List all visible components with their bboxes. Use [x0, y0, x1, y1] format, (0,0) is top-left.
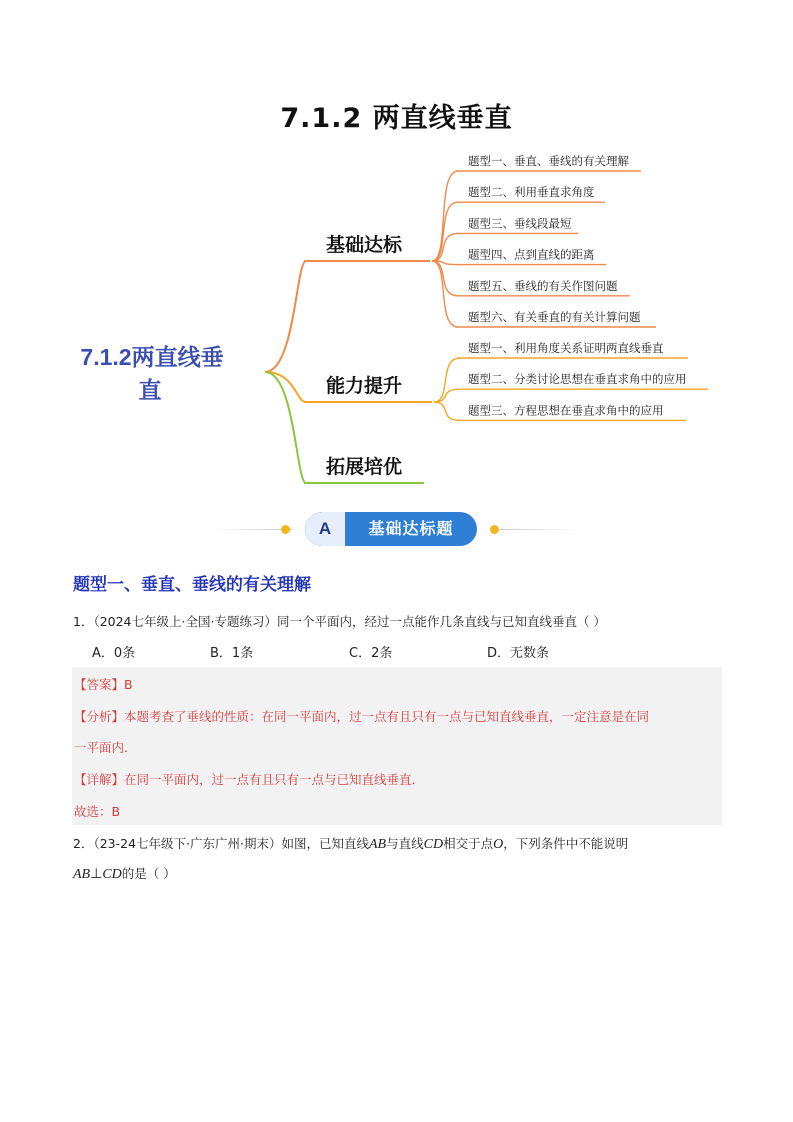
banner-line-left — [210, 529, 292, 530]
q2-line-cd: CD — [423, 837, 444, 852]
analysis-tag: 【分析】 — [74, 709, 125, 724]
item-connector — [434, 358, 460, 402]
branch-connector — [265, 261, 306, 372]
root-label-line-2: 直 — [138, 377, 162, 403]
branch-label: 拓展培优 — [326, 456, 403, 478]
analysis-text-1: 本题考查了垂线的性质：在同一平面内，过一点有且只有一点与已知直线垂直，一定注意是在同 — [124, 709, 650, 724]
item-connector — [434, 402, 460, 420]
option-a: A．0条 — [92, 646, 136, 661]
branch-item: 题型四、点到直线的距离 — [468, 247, 595, 262]
q2-prefix: 2．（23-24七年级下·广东广州·期末）如图，已知直线 — [73, 836, 369, 851]
question-2-line-2 — [73, 864, 176, 883]
section-pill — [305, 512, 477, 546]
branch-item: 题型一、垂直、垂线的有关理解 — [468, 154, 629, 168]
question-2-line-1 — [73, 834, 628, 853]
q2-mid2: 相交于点 — [443, 836, 494, 851]
branch-item: 题型二、分类讨论思想在垂直求角中的应用 — [468, 372, 687, 387]
page-title: 7.1.2 两直线垂直 — [280, 103, 513, 134]
item-connector — [432, 171, 458, 261]
branch-item: 题型六、有关垂直的有关计算问题 — [468, 310, 641, 324]
item-connector — [432, 233, 458, 261]
choice-value: B — [111, 804, 121, 819]
item-connector — [432, 261, 458, 296]
q2-mid1: 与直线 — [386, 836, 424, 851]
analysis-text-2: 一平面内． — [74, 740, 137, 755]
detail-line — [74, 770, 424, 788]
q2-suffix: ，下列条件中不能说明 — [503, 836, 629, 851]
branch-item: 题型三、方程思想在垂直求角中的应用 — [468, 403, 664, 418]
section-label: 基础达标题 — [368, 519, 454, 538]
mind-map-root — [80, 344, 223, 403]
branch-label: 基础达标 — [326, 234, 403, 256]
type-heading: 题型一、垂直、垂线的有关理解 — [73, 575, 311, 595]
banner-line-right — [500, 529, 580, 530]
section-letter: A — [305, 512, 345, 546]
q2-line-ab: AB — [368, 837, 387, 852]
branch-item: 题型二、利用垂直求角度 — [468, 185, 595, 200]
choice-line — [74, 802, 120, 820]
option-c: C．2条 — [349, 646, 393, 661]
answer-tag: 【答案】 — [74, 677, 125, 692]
banner-dot-left — [281, 525, 290, 534]
item-connector — [434, 389, 460, 402]
q2-perp-a: AB — [73, 867, 91, 882]
branch-item: 题型三、垂线段最短 — [468, 216, 572, 231]
branch-label: 能力提升 — [326, 375, 403, 397]
branch-item: 题型五、垂线的有关作图问题 — [468, 278, 618, 293]
answer-value: B — [124, 677, 133, 692]
mind-map — [0, 150, 793, 500]
option-b: B．1条 — [210, 646, 254, 661]
mind-map-branches — [265, 154, 708, 483]
answer-box — [72, 667, 722, 825]
question-1-text: 1．（2024七年级上·全国·专题练习）同一个平面内，经过一点能作几条直线与已知直线垂直（ ） — [73, 614, 606, 629]
branch-item: 题型一、利用角度关系证明两直线垂直 — [468, 341, 664, 355]
q2-perp-b: CD — [102, 867, 122, 882]
q2-point-o: O — [493, 837, 504, 852]
analysis-line-1 — [74, 707, 649, 725]
banner-dot-right — [490, 525, 499, 534]
section-banner — [0, 508, 793, 552]
q2-perp-symbol: ⊥ — [90, 867, 103, 882]
item-connector — [432, 202, 458, 261]
answer-line — [74, 675, 133, 693]
detail-text: 在同一平面内，过一点有且只有一点与已知直线垂直． — [124, 772, 425, 787]
item-connector — [432, 261, 458, 327]
branch-connector — [265, 372, 306, 483]
q2-tail: 的是（ ） — [121, 866, 176, 881]
question-1-options — [92, 642, 692, 662]
option-d: D．无数条 — [487, 646, 550, 661]
choice-label: 故选： — [74, 804, 112, 819]
detail-tag: 【详解】 — [74, 772, 125, 787]
analysis-line-2 — [74, 738, 137, 756]
root-label-line-1: 7.1.2两直线垂 — [80, 344, 224, 370]
